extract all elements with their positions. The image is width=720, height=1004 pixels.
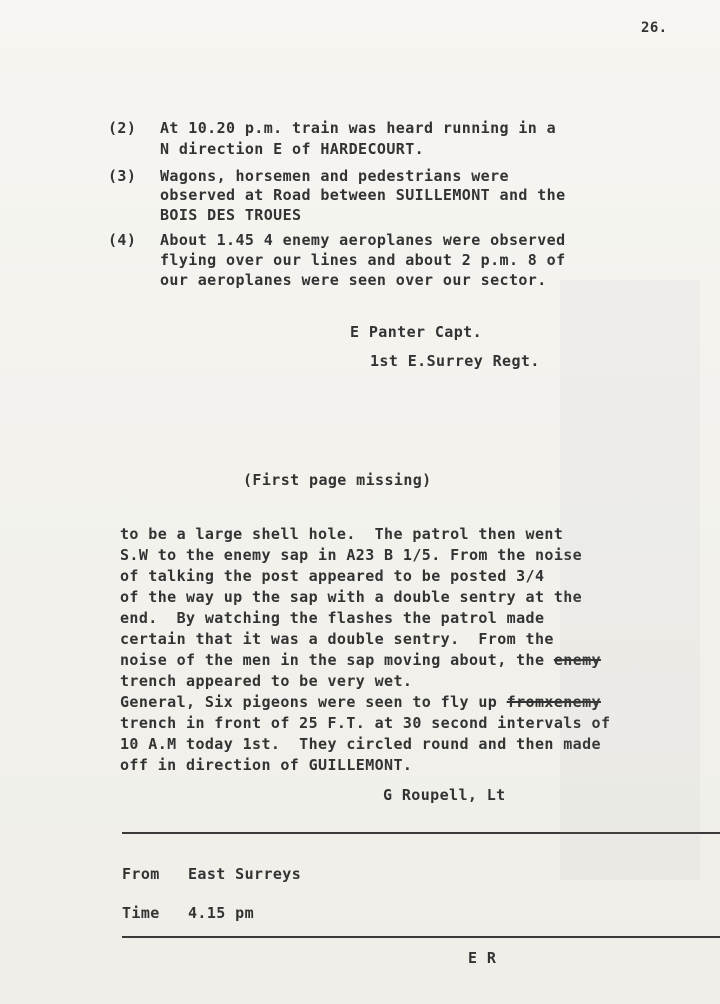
paragraph-line: General, Six pigeons were seen to fly up: [120, 693, 507, 711]
item-number: (4): [108, 231, 137, 249]
item-line: N direction E of HARDECOURT.: [160, 140, 425, 158]
item-line: About 1.45 4 enemy aeroplanes were observed: [160, 231, 566, 249]
missing-page-note: (First page missing): [243, 471, 432, 489]
paragraph-line: end. By watching the flashes the patrol made: [120, 609, 545, 627]
signature-unit: 1st E.Surrey Regt.: [370, 352, 540, 370]
divider-line: [122, 832, 720, 834]
page-number: 26.: [641, 20, 668, 36]
patrol-report-paragraph: [120, 524, 610, 776]
signature-name: E Panter Capt.: [350, 323, 483, 341]
from-label: From: [122, 865, 160, 883]
item-number: (3): [108, 167, 137, 185]
time-label: Time: [122, 904, 160, 922]
from-value: East Surreys: [188, 865, 302, 883]
signature-roupell: G Roupell, Lt: [383, 786, 506, 804]
divider-line: [122, 936, 720, 938]
time-value: 4.15 pm: [188, 904, 255, 922]
item-line: observed at Road between SUILLEMONT and the: [160, 186, 566, 204]
paragraph-line: trench in front of 25 F.T. at 30 second intervals of: [120, 714, 611, 732]
paragraph-line: of the way up the sap with a double sentry at the: [120, 588, 583, 606]
initials: E R: [468, 949, 497, 967]
item-line: BOIS DES TROUES: [160, 206, 302, 224]
paragraph-line: certain that it was a double sentry. From the: [120, 630, 554, 648]
paragraph-line: of talking the post appeared to be posted 3/4: [120, 567, 545, 585]
paragraph-line: to be a large shell hole. The patrol then went: [120, 525, 564, 543]
struck-word: fromxenemy: [506, 693, 601, 711]
item-line: Wagons, horsemen and pedestrians were: [160, 167, 509, 185]
item-number: (2): [108, 119, 137, 137]
paragraph-line: 10 A.M today 1st. They circled round and then made: [120, 735, 601, 753]
item-line: At 10.20 p.m. train was heard running in a: [160, 119, 557, 137]
item-line: flying over our lines and about 2 p.m. 8 of: [160, 251, 566, 269]
struck-word: enemy: [553, 651, 601, 669]
paragraph-line: off in direction of GUILLEMONT.: [120, 756, 413, 774]
paragraph-line: noise of the men in the sap moving about, the: [120, 651, 554, 669]
paragraph-line: trench appeared to be very wet.: [120, 672, 413, 690]
paragraph-line: S.W to the enemy sap in A23 B 1/5. From the noise: [120, 546, 583, 564]
item-line: our aeroplanes were seen over our sector.: [160, 271, 547, 289]
